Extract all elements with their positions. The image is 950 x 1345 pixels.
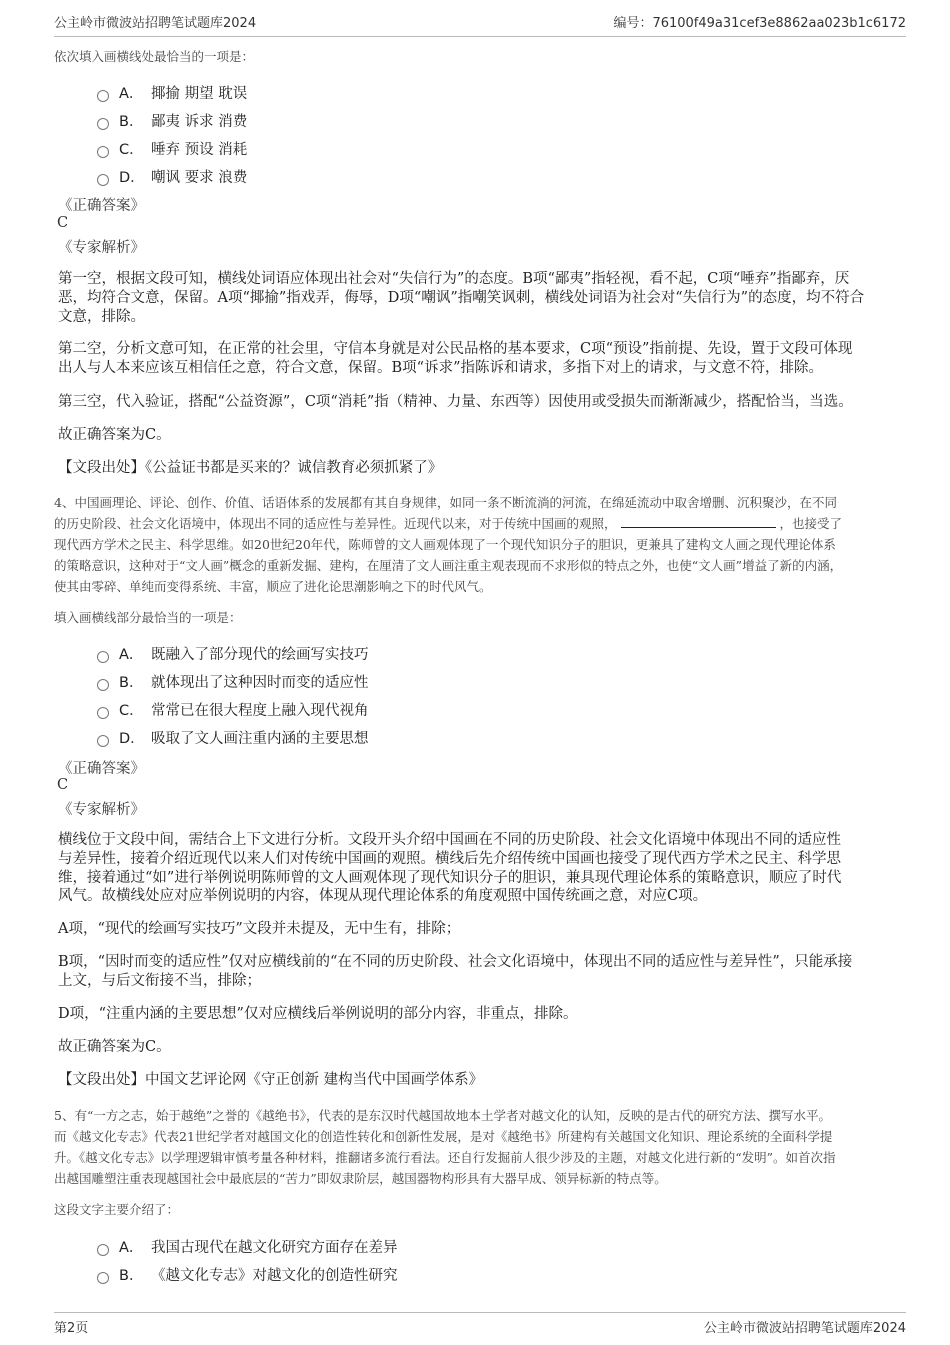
document-id: 编号：76100f49a31cef3e8862aa023b1c6172	[613, 16, 906, 31]
radio-icon[interactable]	[97, 1244, 109, 1256]
page-number: 第2页	[54, 1321, 89, 1336]
q5-passage-line: 升。《越文化专志》以学理逻辑审慎考量各种材料，推翻诸多流行看法。还自行发掘前人很少涉及的主题，对越文化进行新的“发明”。如首次指	[54, 1150, 836, 1165]
q4-passage-line: 现代西方学术之民主、科学思维。如20世纪20年代，陈师曾的文人画观体现了一个现代知识分子的胆识，更兼具了建构文人画之现代理论体系	[54, 537, 836, 552]
q4-source: 【文段出处】中国文艺评论网《守正创新 建构当代中国画学体系》	[58, 1072, 484, 1088]
q3-analysis-label: 《专家解析》	[58, 240, 145, 256]
q3-option-a[interactable]: A． 揶揄 期望 耽误	[97, 82, 247, 103]
q4-answer: C	[57, 777, 69, 793]
q4-analysis-line: 横线位于文段中间，需结合上下文进行分析。文段开头介绍中国画在不同的历史阶段、社会文化语境中体现出不同的适应性	[58, 832, 841, 848]
q4-passage-line: 的策略意识，这种对于“文人画”概念的重新发掘、建构，在厘清了文人画注重主观表现而不求形似的特点之外，也使“文人画”增益了新的内涵，	[54, 558, 843, 573]
q5-option-b[interactable]: B． 《越文化专志》对越文化的创造性研究	[97, 1264, 398, 1285]
fill-in-blank	[621, 515, 776, 528]
q3-analysis-line: 第一空，根据文段可知，横线处词语应体现出社会对“失信行为”的态度。B项“鄙夷”指轻视，看不起，C项“唾弃”指鄙弃，厌	[58, 271, 850, 287]
page-header	[54, 12, 906, 37]
q5-passage-line: 出越国雕塑注重表现越国社会中最底层的“苦力”即奴隶阶层，越国器物构形具有大器早成、领异标新的特点等。	[54, 1171, 667, 1186]
q3-prompt: 依次填入画横线处最恰当的一项是：	[54, 49, 255, 64]
q3-analysis-line: 出人与人本来应该互相信任之意，符合文意，保留。B项“诉求”指陈诉和请求，多指下对上的请求，与文意不符，排除。	[58, 360, 823, 376]
q4-answer-label: 《正确答案》	[58, 761, 145, 777]
q3-source: 【文段出处】《公益证书都是买来的？诚信教育必须抓紧了》	[58, 460, 443, 476]
q3-analysis-line: 恶，均符合文意，保留。A项“揶揄”指戏弄，侮辱，D项“嘲讽”指嘲笑讽刺，横线处词语为社会对“失信行为”的态度，均不符合	[58, 290, 865, 306]
q4-passage-line: 使其由零碎、单纯而变得系统、丰富，顺应了进化论思潮影响之下的时代风气。	[54, 579, 492, 594]
q4-prompt: 填入画横线部分最恰当的一项是：	[54, 610, 242, 625]
radio-icon[interactable]	[97, 1272, 109, 1284]
radio-icon[interactable]	[97, 679, 109, 691]
q4-conclusion: 故正确答案为C。	[58, 1039, 171, 1055]
page-footer	[54, 1312, 906, 1336]
radio-icon[interactable]	[97, 174, 109, 186]
q4-option-d[interactable]: D． 吸取了文人画注重内涵的主要思想	[97, 727, 369, 748]
q4-analysis-line: 上文，与后文衔接不当，排除；	[58, 973, 261, 989]
radio-icon[interactable]	[97, 651, 109, 663]
radio-icon[interactable]	[97, 90, 109, 102]
q5-passage-line: 5、有“一方之志，始于越绝”之誉的《越绝书》，代表的是东汉时代越国故地本土学者对越文化的认知，反映的是古代的研究方法、撰写水平。	[54, 1108, 831, 1123]
q4-analysis-line: 与差异性，接着介绍近现代以来人们对传统中国画的观照。横线后先介绍传统中国画也接受了现代西方学术之民主、科学思	[58, 851, 841, 867]
radio-icon[interactable]	[97, 735, 109, 747]
q4-option-a[interactable]: A． 既融入了部分现代的绘画写实技巧	[97, 643, 369, 664]
q4-passage-line: 的历史阶段、社会文化语境中，体现出不同的适应性与差异性。近现代以来，对于传统中国画的观照， ，也接受了	[54, 516, 843, 531]
q3-option-b[interactable]: B． 鄙夷 诉求 消费	[97, 110, 247, 131]
q4-analysis-line: B项，“因时而变的适应性”仅对应横线前的“在不同的历史阶段、社会文化语境中，体现出不同的适应性与差异性”，只能承接	[58, 954, 853, 970]
q4-option-c[interactable]: C． 常常已在很大程度上融入现代视角	[97, 699, 369, 720]
radio-icon[interactable]	[97, 146, 109, 158]
q5-prompt: 这段文字主要介绍了：	[54, 1202, 180, 1217]
q5-passage-line: 而《越文化专志》代表21世纪学者对越国文化的创造性转化和创新性发展，是对《越绝书》所建构有关越国文化知识、理论系统的全面科学提	[54, 1129, 833, 1144]
q3-answer: C	[57, 215, 69, 231]
q4-analysis-label: 《专家解析》	[58, 802, 145, 818]
q3-analysis-line: 第三空，代入验证，搭配“公益资源”，C项“消耗”指（精神、力量、东西等）因使用或受损失而渐渐减少，搭配恰当，当选。	[58, 394, 853, 410]
radio-icon[interactable]	[97, 118, 109, 130]
q4-passage-line: 4、中国画理论、评论、创作、价值、话语体系的发展都有其自身规律，如同一条不断流淌的河流，在绵延流动中取舍增删、沉积聚沙，在不同	[54, 495, 837, 510]
radio-icon[interactable]	[97, 707, 109, 719]
q3-option-c[interactable]: C． 唾弃 预设 消耗	[97, 138, 247, 159]
q3-answer-label: 《正确答案》	[58, 198, 145, 214]
q4-analysis-line: 维，接着通过“如”进行举例说明陈师曾的文人画观体现了现代知识分子的胆识，兼具现代理论体系的策略意识，顺应了时代	[58, 870, 842, 886]
q3-conclusion: 故正确答案为C。	[58, 427, 171, 443]
q3-analysis-line: 文意，排除。	[58, 309, 145, 325]
header-title: 公主岭市微波站招聘笔试题库2024	[54, 16, 257, 31]
q4-analysis-line: 风气。故横线处应对应举例说明的内容，体现从现代理论体系的角度观照中国传统画之意，对应C项。	[58, 888, 708, 904]
q4-analysis-line: A项，“现代的绘画写实技巧”文段并未提及，无中生有，排除；	[58, 921, 461, 937]
q4-option-b[interactable]: B． 就体现出了这种因时而变的适应性	[97, 671, 369, 692]
q4-analysis-line: D项，“注重内涵的主要思想”仅对应横线后举例说明的部分内容，非重点，排除。	[58, 1006, 578, 1022]
q5-option-a[interactable]: A． 我国古现代在越文化研究方面存在差异	[97, 1236, 398, 1257]
q3-analysis-line: 第二空，分析文意可知，在正常的社会里，守信本身就是对公民品格的基本要求，C项“预设”指前提、先设，置于文段可体现	[58, 341, 853, 357]
footer-title: 公主岭市微波站招聘笔试题库2024	[703, 1321, 906, 1336]
q3-option-d[interactable]: D． 嘲讽 要求 浪费	[97, 166, 247, 187]
